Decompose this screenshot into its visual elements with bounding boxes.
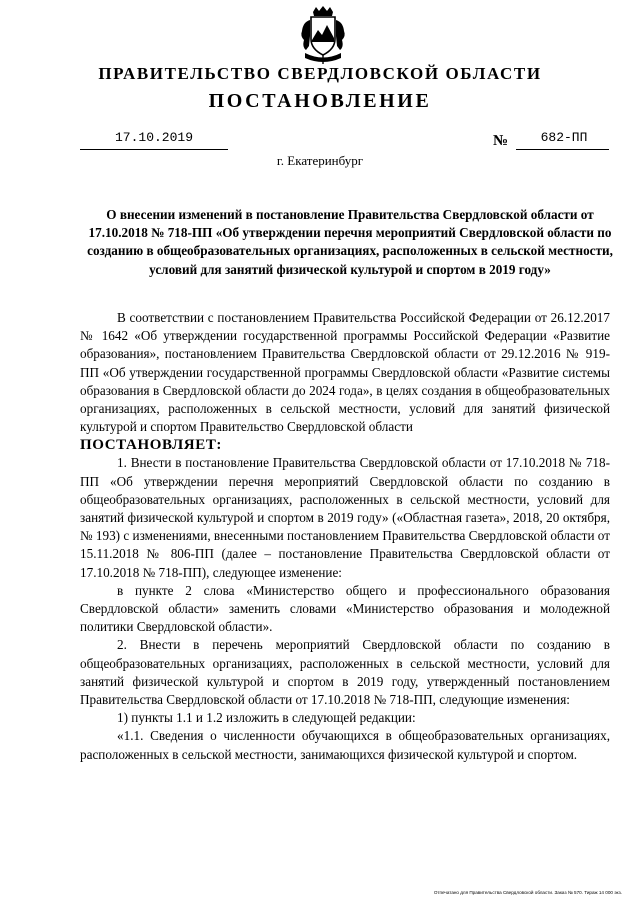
paragraph-2: 2. Внести в перечень мероприятий Свердловской области по созданию в общеобразовательных организациях, расположенных в сельской местности, условий для занятий физической культурой и спортом в 2019 году, утвержденный постановлением Правительства Свердловской области от 17.10.2018 № 718-ПП, следующие изменения: [80, 637, 610, 708]
document-type: ПОСТАНОВЛЕНИЕ [208, 90, 432, 112]
document-heading: О внесении изменений в постановление Правительства Свердловской области от 17.10.2018 № 718-ПП «Об утверждении перечня мероприятий Свердловской области по созданию в общеобразовательных организациях, расположенных в сельской местности, условий для занятий физической культурой и спортом в 2019 году» [87, 207, 613, 277]
print-footer: Отпечатано для Правительства Свердловской области. Заказ № 570. Тираж 14 000 экз. [433, 890, 622, 895]
preamble-paragraph: В соответствии с постановлением Правительства Российской Федерации от 26.12.2017 № 1642 «Об утверждении государственной программы Российской Федерации «Развитие образования», постановлением Правительства Свердловской области от 29.12.2016 № 919-ПП «Об утверждении государственной программы Свердловской области «Развитие системы образования в Свердловской области до 2024 года», в целях создания в общеобразовательных организациях, расположенных в сельской местности, условий для занятий физической культурой и спортом Правительство Свердловской области [80, 310, 610, 435]
paragraph-2-item-1: 1) пункты 1.1 и 1.2 изложить в следующей редакции: [117, 710, 416, 726]
coat-of-arms-icon [296, 6, 350, 68]
number-underline [516, 149, 609, 150]
paragraph-2-quote: «1.1. Сведения о численности обучающихся в общеобразовательных организациях, расположенных в сельской местности, занимающихся физической культурой и спортом. [80, 728, 610, 762]
city: г. Екатеринбург [276, 153, 364, 168]
paragraph-1-sub: в пункте 2 слова «Министерство общего и профессионального образования Свердловской области» заменить словами «Министерство образования и молодежной политики Свердловской области». [80, 582, 610, 635]
number-sign: № [493, 133, 509, 149]
paragraph-1: 1. Внести в постановление Правительства Свердловской области от 17.10.2018 № 718-ПП «Об утверждении перечня мероприятий Свердловской области по созданию в общеобразовательных организациях, расположенных в сельской местности, условий для занятий физической культурой и спортом в 2019 году» («Областная газета», 2018, 20 октября, № 193) с изменениями, внесенными постановлением Правительства Свердловской области от 15.11.2018 № 806-ПП (далее – постановление Правительства Свердловской области от 17.10.2018 № 718-ПП), следующее изменение: [80, 455, 610, 580]
government-title: ПРАВИТЕЛЬСТВО СВЕРДЛОВСКОЙ ОБЛАСТИ [98, 64, 542, 83]
document-number: 682-ПП [540, 130, 588, 145]
date-underline [80, 149, 228, 150]
document-body [80, 309, 610, 764]
decree-word: ПОСТАНОВЛЯЕТ: [80, 437, 223, 454]
document-date: 17.10.2019 [114, 130, 193, 145]
